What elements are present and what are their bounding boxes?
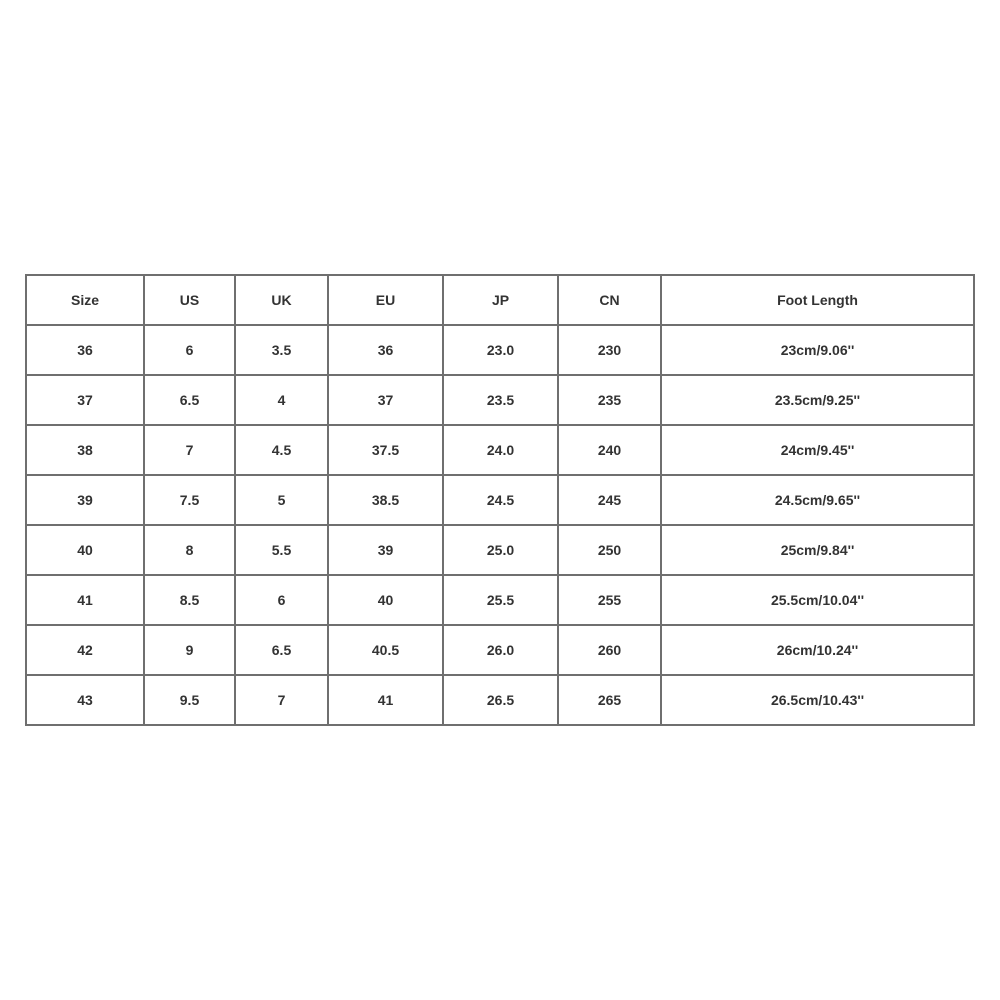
table-row: [26, 675, 974, 725]
cell-us: 9.5: [144, 675, 235, 725]
header-cn: CN: [558, 275, 661, 325]
table-row: [26, 575, 974, 625]
cell-us: 8.5: [144, 575, 235, 625]
cell-eu: 37.5: [328, 425, 443, 475]
cell-cn: 255: [558, 575, 661, 625]
header-uk: UK: [235, 275, 328, 325]
cell-foot-length: 26.5cm/10.43'': [661, 675, 974, 725]
cell-eu: 39: [328, 525, 443, 575]
cell-jp: 23.5: [443, 375, 558, 425]
cell-cn: 245: [558, 475, 661, 525]
cell-uk: 4.5: [235, 425, 328, 475]
cell-size: 36: [26, 325, 144, 375]
cell-uk: 6.5: [235, 625, 328, 675]
header-jp: JP: [443, 275, 558, 325]
cell-uk: 6: [235, 575, 328, 625]
cell-cn: 265: [558, 675, 661, 725]
table-row: [26, 625, 974, 675]
cell-cn: 250: [558, 525, 661, 575]
table-header-row: [26, 275, 974, 325]
cell-foot-length: 23.5cm/9.25'': [661, 375, 974, 425]
cell-jp: 26.0: [443, 625, 558, 675]
cell-foot-length: 25cm/9.84'': [661, 525, 974, 575]
cell-foot-length: 26cm/10.24'': [661, 625, 974, 675]
cell-us: 9: [144, 625, 235, 675]
cell-eu: 37: [328, 375, 443, 425]
table-row: [26, 425, 974, 475]
table-row: [26, 375, 974, 425]
cell-jp: 25.0: [443, 525, 558, 575]
cell-jp: 24.5: [443, 475, 558, 525]
table-row: [26, 525, 974, 575]
cell-cn: 235: [558, 375, 661, 425]
cell-uk: 5: [235, 475, 328, 525]
cell-cn: 260: [558, 625, 661, 675]
header-eu: EU: [328, 275, 443, 325]
cell-us: 7.5: [144, 475, 235, 525]
cell-jp: 24.0: [443, 425, 558, 475]
cell-us: 6: [144, 325, 235, 375]
header-size: Size: [26, 275, 144, 325]
table-row: [26, 475, 974, 525]
cell-eu: 41: [328, 675, 443, 725]
cell-jp: 26.5: [443, 675, 558, 725]
cell-eu: 38.5: [328, 475, 443, 525]
cell-foot-length: 24cm/9.45'': [661, 425, 974, 475]
cell-size: 39: [26, 475, 144, 525]
cell-foot-length: 23cm/9.06'': [661, 325, 974, 375]
table-row: [26, 325, 974, 375]
cell-size: 38: [26, 425, 144, 475]
cell-cn: 240: [558, 425, 661, 475]
cell-uk: 3.5: [235, 325, 328, 375]
cell-eu: 40: [328, 575, 443, 625]
header-foot-length: Foot Length: [661, 275, 974, 325]
cell-foot-length: 24.5cm/9.65'': [661, 475, 974, 525]
cell-jp: 25.5: [443, 575, 558, 625]
cell-uk: 7: [235, 675, 328, 725]
cell-eu: 40.5: [328, 625, 443, 675]
cell-size: 43: [26, 675, 144, 725]
cell-size: 37: [26, 375, 144, 425]
cell-us: 7: [144, 425, 235, 475]
cell-size: 41: [26, 575, 144, 625]
cell-cn: 230: [558, 325, 661, 375]
cell-foot-length: 25.5cm/10.04'': [661, 575, 974, 625]
cell-us: 6.5: [144, 375, 235, 425]
size-chart-table: [25, 274, 975, 726]
cell-size: 42: [26, 625, 144, 675]
cell-uk: 4: [235, 375, 328, 425]
header-us: US: [144, 275, 235, 325]
cell-size: 40: [26, 525, 144, 575]
cell-us: 8: [144, 525, 235, 575]
cell-eu: 36: [328, 325, 443, 375]
cell-jp: 23.0: [443, 325, 558, 375]
cell-uk: 5.5: [235, 525, 328, 575]
